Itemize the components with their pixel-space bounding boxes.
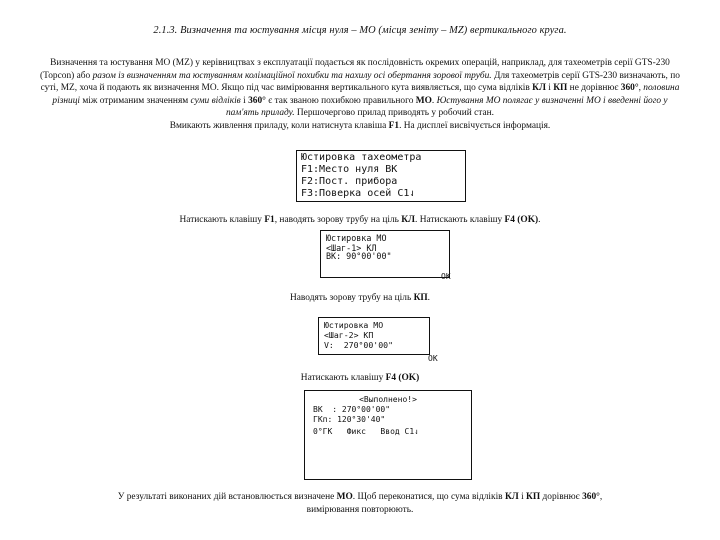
degree-value: 360° bbox=[248, 95, 266, 106]
screen-line: F3:Поверка осей C1⇃ bbox=[301, 188, 416, 199]
intro-text: Для тахеометрів серії GTS-230 визначають, по суті, MZ, хоча й подають як визначення МО. Якщо під час вимірювання вертикального кута виявляється, що сума відліків bbox=[40, 70, 680, 94]
screen-line: ВК: 90°00'00" bbox=[326, 251, 392, 261]
screen-line: F2:Пост. прибора bbox=[301, 176, 398, 187]
screen-line: <Шаг-1> КЛ bbox=[326, 243, 377, 253]
f1-key: F1 bbox=[388, 120, 400, 131]
screen-line: V: 270°00'00" bbox=[324, 340, 394, 350]
caption-text: . Натискають клавішу bbox=[415, 215, 505, 225]
display-screen-menu bbox=[296, 150, 466, 202]
screen-line: Юстировка МО bbox=[326, 233, 387, 243]
section-heading: 2.1.3. Визначення та юстування місця нуля – МО (місця зеніту – MZ) вертикального круга. bbox=[153, 25, 567, 36]
intro-text: є так званою похибкою правильного bbox=[265, 95, 416, 106]
mo-term: МО bbox=[336, 492, 353, 502]
caption-text: , наводять зорову трубу на ціль bbox=[274, 215, 402, 225]
footer-text: вимірювання повторюють. bbox=[306, 505, 414, 515]
ok-softkey[interactable]: OK bbox=[428, 354, 438, 363]
kl-term: КЛ bbox=[401, 215, 416, 225]
kp-term: КП bbox=[553, 83, 568, 94]
intro-text: . На дисплеї висвічується інформація. bbox=[399, 120, 551, 131]
result-paragraph bbox=[40, 491, 680, 517]
display-screen-step1 bbox=[320, 230, 450, 278]
caption-text: . bbox=[427, 293, 431, 303]
screen-line: Юстировка тахеометра bbox=[301, 152, 422, 163]
f4-key: F4 (OK) bbox=[385, 373, 420, 383]
intro-paragraph bbox=[40, 57, 680, 133]
intro-text: і bbox=[240, 95, 249, 106]
footer-text: . Щоб переконатися, що сума відліків bbox=[352, 492, 505, 502]
mo-term: МО bbox=[415, 95, 432, 106]
intro-italic: суми відліків bbox=[190, 95, 241, 106]
screen-line: ГКп: 120°30'40" bbox=[313, 415, 386, 424]
intro-text: Вмикають живлення приладу, коли натиснута клавіша bbox=[169, 120, 389, 131]
footer-text: і bbox=[518, 492, 527, 502]
intro-text: . bbox=[431, 95, 437, 106]
degree-value: 360° bbox=[620, 83, 639, 94]
step3-caption bbox=[0, 372, 720, 385]
f4-key: F4 (OK) bbox=[504, 215, 539, 225]
caption-text: Натискають клавішу bbox=[300, 373, 386, 383]
screen-line: F1:Место нуля ВК bbox=[301, 164, 398, 175]
screen-line: <Шаг-2> КП bbox=[324, 330, 374, 340]
intro-text: між отриманим значенням bbox=[80, 95, 191, 106]
display-screen-step2 bbox=[318, 317, 430, 355]
screen-line: Юстировка МО bbox=[324, 320, 384, 330]
caption-text: . bbox=[538, 215, 541, 225]
step1-caption bbox=[0, 214, 720, 227]
screen-line: ВК : 270°00'00" bbox=[313, 405, 391, 414]
intro-text: , bbox=[638, 83, 644, 94]
footer-text: У результаті виконаних дій встановлюється визначене bbox=[117, 492, 337, 502]
intro-italic: разом із визначенням та юстуванням колімаційної похибки та нахилу осі обертання зорової труби. bbox=[92, 70, 492, 81]
intro-text: Визначення та юстування МО (MZ) у керівництвах з експлуатації подається як послідовність окремих операцій, наприклад, для тахеометрів серії GTS-230 (Topcon) або bbox=[40, 58, 670, 81]
intro-text: не дорівнює bbox=[567, 83, 621, 94]
display-screen-done bbox=[304, 390, 472, 480]
kp-term: КП bbox=[413, 293, 428, 303]
screen-line: 0°ГК Фикс Ввод C1⇃ bbox=[313, 427, 419, 436]
kl-term: КЛ bbox=[532, 83, 546, 94]
kp-term: КП bbox=[526, 492, 541, 502]
caption-text: Наводять зорову трубу на ціль bbox=[289, 293, 414, 303]
kl-term: КЛ bbox=[504, 492, 519, 502]
intro-text: і bbox=[545, 83, 554, 94]
f1-key: F1 bbox=[264, 215, 275, 225]
intro-text: Першочергово прилад приводять у робочий стан. bbox=[294, 108, 495, 119]
footer-text: дорівнює bbox=[540, 492, 583, 502]
screen-line: <Выполнено!> bbox=[359, 395, 417, 404]
intro-italic: Юстування МО полягає у визначенні МО і введенні його у пам'ять приладу. bbox=[225, 95, 668, 119]
ok-softkey[interactable]: OK bbox=[441, 272, 451, 281]
caption-text: Натискають клавішу bbox=[179, 215, 265, 225]
footer-text: , bbox=[599, 492, 603, 502]
step2-caption bbox=[0, 292, 720, 305]
degree-value: 360° bbox=[582, 492, 600, 502]
intro-italic: половина різниці bbox=[52, 83, 680, 106]
